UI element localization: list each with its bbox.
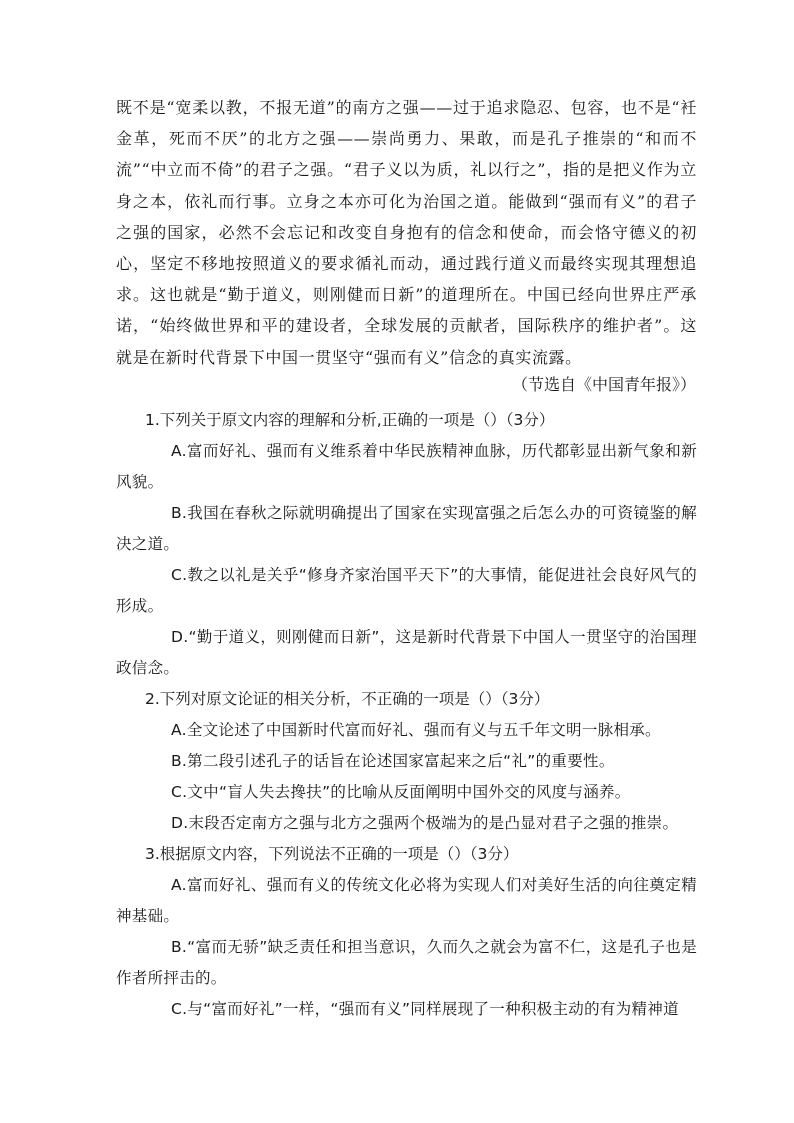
question-1-stem: 1.下列关于原文内容的理解和分析,正确的一项是（）（3分） <box>145 411 555 429</box>
question-3-option-c: C.与“富而好礼”一样，“强而有义”同样展现了一种积极主动的有为精神道 <box>171 1000 679 1018</box>
question-2-option-c: C.文中“盲人失去搀扶”的比喻从反面阐明中国外交的风度与涵养。 <box>171 783 631 801</box>
question-3-stem: 3.根据原文内容，下列说法不正确的一项是（）（3分） <box>145 845 519 863</box>
question-1-option-d: D.“勤于道义，则刚健而日新”，这是新时代背景下中国人一贯坚守的治国理政信念。 <box>116 628 697 677</box>
question-1-option-a: A.富而好礼、强而有义维系着中华民族精神血脉，历代都彰显出新气象和新风貌。 <box>116 442 697 491</box>
source-citation: （节选自《中国青年报》） <box>511 375 696 394</box>
question-2-option-a: A.全文论述了中国新时代富而好礼、强而有义与五千年文明一脉相承。 <box>171 721 661 739</box>
question-3-option-b: B.“富而无骄”缺乏责任和担当意识，久而久之就会为富不仁，这是孔子也是作者所抨击的。 <box>116 938 697 987</box>
question-2-option-b: B.第二段引述孔子的话旨在论述国家富起来之后“礼”的重要性。 <box>171 752 615 770</box>
passage-paragraph: 既不是“宽柔以教，不报无道”的南方之强——过于追求隐忍、包容，也不是“衽金革，死而不厌”的北方之强——崇尚勇力、果敢，而是孔子推崇的“和而不流”“中立而不倚”的君子之强。“君子义以为质，礼以行之”，指的是把义作为立身之本，依礼而行事。立身之本亦可化为治国之道。能做到“强而有义”的君子之强的国家，必然不会忘记和改变自身抱有的信念和使命，而会恪守德义的初心，坚定不移地按照道义的要求循礼而动，通过践行道义而最终实现其理想追求。这也就是“勤于道义，则刚健而日新”的道理所在。中国已经向世界庄严承诺，“始终做世界和平的建设者，全球发展的贡献者，国际秩序的维护者”。这就是在新时代背景下中国一贯坚守“强而有义”信念的真实流露。 <box>116 98 697 367</box>
question-2-stem: 2.下列对原文论证的相关分析，不正确的一项是（）（3分） <box>145 690 550 708</box>
question-3-option-a: A.富而好礼、强而有义的传统文化必将为实现人们对美好生活的向往奠定精神基础。 <box>116 876 697 925</box>
question-1-option-c: C.教之以礼是关乎“修身齐家治国平天下”的大事情，能促进社会良好风气的形成。 <box>116 566 697 615</box>
question-1-option-b: B.我国在春秋之际就明确提出了国家在实现富强之后怎么办的可资镜鉴的解决之道。 <box>116 504 697 553</box>
question-2-option-d: D.末段否定南方之强与北方之强两个极端为的是凸显对君子之强的推崇。 <box>171 814 679 832</box>
